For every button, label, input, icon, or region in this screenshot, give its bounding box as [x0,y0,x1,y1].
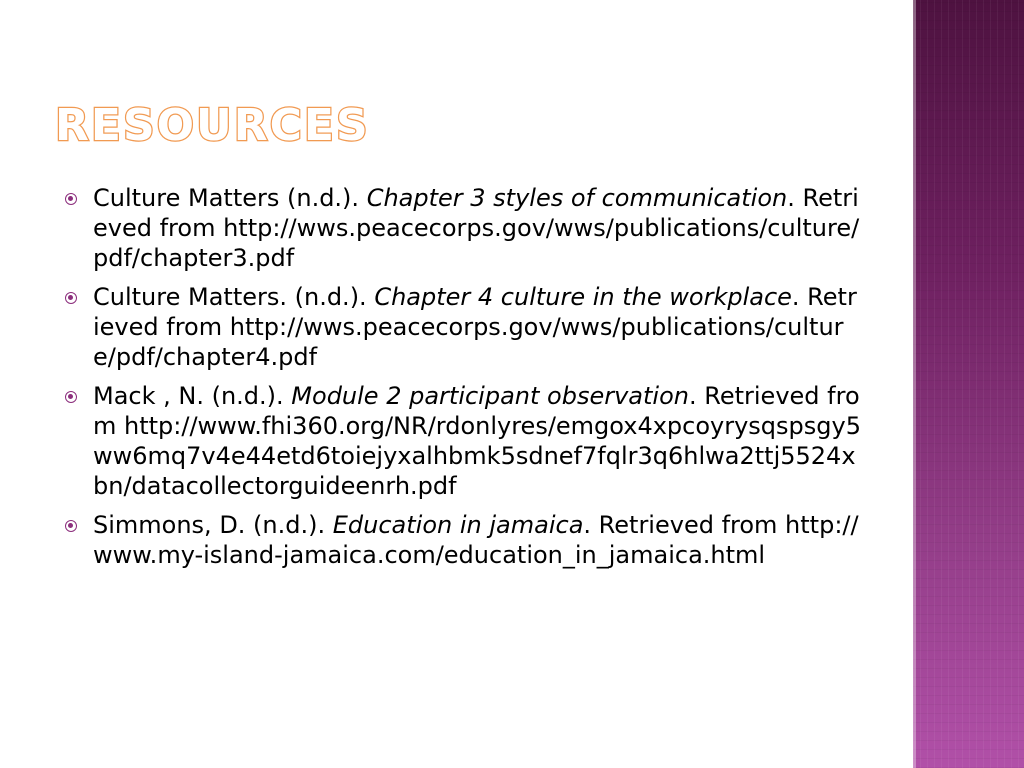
reference-title: Education in jamaica [332,511,584,539]
reference-title: Chapter 3 styles of communication [366,184,788,212]
reference-title: Module 2 participant observation [291,382,689,410]
list-item [62,183,862,273]
side-panel-texture [913,0,1024,768]
reference-list [62,183,862,579]
reference-retrieval: . Retrieved from http://www.fhi360.org/NR/rdonlyres/emgox4xpcoyrysqspsgy5ww6mq7v4e44etd6toiejyxalhbmk5sdnef7fqlr3q6hlwa2ttj5524xbn/datacollectorguideenrh.pdf [93,382,861,500]
reference-retrieval: . Retrieved from http://wws.peacecorps.gov/wws/publications/culture/pdf/chapter3.pdf [93,184,860,272]
slide-title [55,100,370,151]
list-item [62,510,862,570]
reference-title: Chapter 4 culture in the workplace [374,283,792,311]
bullet-icon [65,292,77,304]
bullet-icon [65,193,77,205]
slide-title-text: RESOURCES [55,100,370,151]
reference-author: Mack , N. (n.d.). [93,382,292,410]
bullet-icon [65,391,77,403]
decorative-side-panel [913,0,1024,768]
reference-author: Simmons, D. (n.d.). [93,511,333,539]
side-panel-edge [913,0,916,768]
list-item [62,282,862,372]
list-item [62,381,862,501]
reference-retrieval: . Retrieved from http://www.my-island-jamaica.com/education_in_jamaica.html [93,511,859,569]
reference-author: Culture Matters. (n.d.). [93,283,375,311]
reference-author: Culture Matters (n.d.). [93,184,367,212]
reference-retrieval: . Retrieved from http://wws.peacecorps.gov/wws/publications/culture/pdf/chapter4.pdf [93,283,857,371]
bullet-icon [65,520,77,532]
